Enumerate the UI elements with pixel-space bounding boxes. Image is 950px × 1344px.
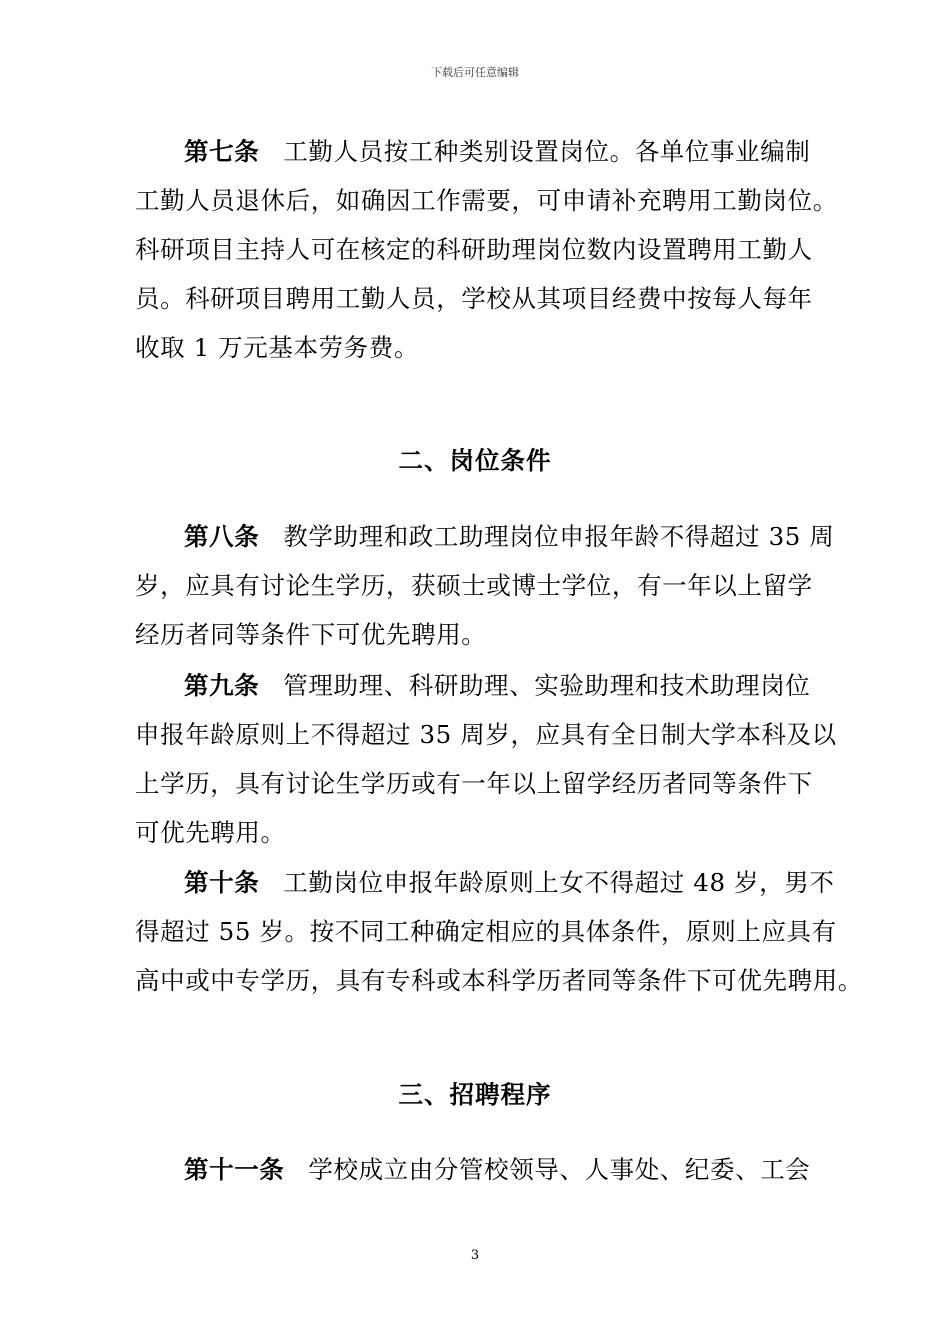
section-heading-3: 三、招聘程序 xyxy=(398,1080,552,1109)
article-9-number: 第九条 xyxy=(184,671,260,700)
article-9-line-2: 申报年龄原则上不得超过 35 周岁，应具有全日制大学本科及以 xyxy=(135,720,837,749)
article-9-line-1 xyxy=(135,661,835,710)
article-11-number: 第十一条 xyxy=(184,1155,285,1184)
article-10-number: 第十条 xyxy=(184,868,260,897)
article-8-line-3: 经历者同等条件下可优先聘用。 xyxy=(135,620,487,649)
page-number: 3 xyxy=(470,1248,480,1263)
article-7-line-4: 员。科研项目聘用工勤人员，学校从其项目经费中按每人每年 xyxy=(135,284,813,313)
article-11 xyxy=(135,1145,835,1194)
article-7-line-1 xyxy=(135,127,835,176)
article-10-line-1 xyxy=(135,858,835,907)
article-7-line-2: 工勤人员退休后，如确因工作需要，可申请补充聘用工勤岗位。 xyxy=(135,186,838,215)
article-8-text-1: 教学助理和政工助理岗位申报年龄不得超过 35 周 xyxy=(283,522,835,551)
article-9-line-4: 可优先聘用。 xyxy=(135,818,286,847)
article-10-line-2: 得超过 55 岁。按不同工种确定相应的具体条件，原则上应具有 xyxy=(135,917,837,946)
section-heading-2: 二、岗位条件 xyxy=(398,446,552,475)
article-7-line-5: 收取 1 万元基本劳务费。 xyxy=(135,333,419,362)
article-8-line-1 xyxy=(135,512,835,561)
article-8-number: 第八条 xyxy=(184,522,260,551)
article-8-line-2: 岁，应具有讨论生学历，获硕士或博士学位，有一年以上留学 xyxy=(135,571,813,600)
article-7 xyxy=(135,127,838,372)
article-11-text-1: 学校成立由分管校领导、人事处、纪委、工会 xyxy=(308,1155,811,1184)
page-header-note: 下载后可任意编辑 xyxy=(431,66,519,79)
article-7-number: 第七条 xyxy=(184,137,260,166)
article-10-text-1: 工勤岗位申报年龄原则上女不得超过 48 岁，男不 xyxy=(283,868,835,897)
article-9-line-3: 上学历，具有讨论生学历或有一年以上留学经历者同等条件下 xyxy=(135,769,813,798)
article-9-text-1: 管理助理、科研助理、实验助理和技术助理岗位 xyxy=(283,671,811,700)
article-9 xyxy=(135,661,835,857)
article-7-line-3: 科研项目主持人可在核定的科研助理岗位数内设置聘用工勤人 xyxy=(135,235,813,264)
article-7-text-1: 工勤人员按工种类别设置岗位。各单位事业编制 xyxy=(283,137,811,166)
article-11-line-1 xyxy=(135,1145,835,1194)
article-8 xyxy=(135,512,835,659)
article-10 xyxy=(135,858,863,1005)
article-10-line-3: 高中或中专学历，具有专科或本科学历者同等条件下可优先聘用。 xyxy=(135,966,863,995)
